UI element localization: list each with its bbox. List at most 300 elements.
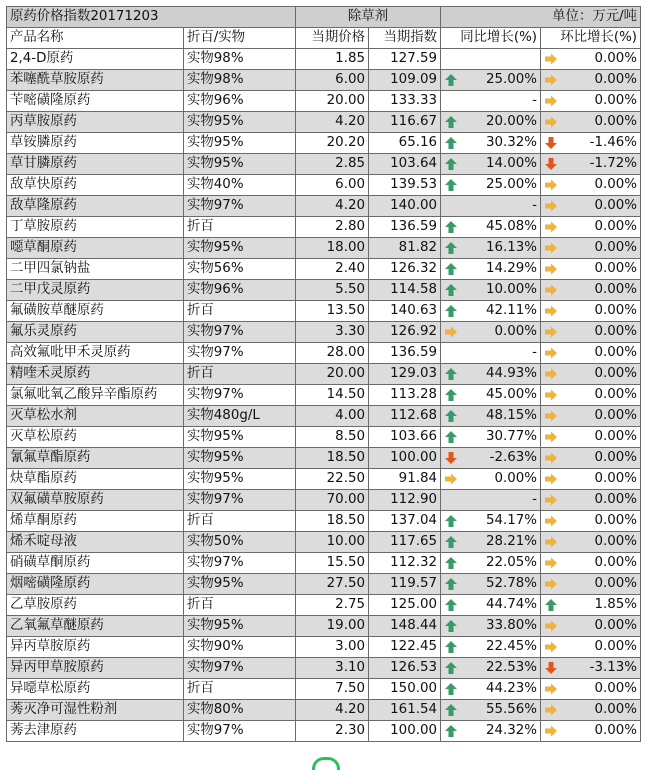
mom-change-cell <box>541 595 641 616</box>
table-row <box>7 70 641 91</box>
arrow-right-icon <box>544 472 558 486</box>
yoy-value: 33.80% <box>485 618 538 633</box>
mom-value: 0.00% <box>594 723 638 738</box>
index-cell: 112.68 <box>369 406 441 427</box>
product-name-cell: 精喹禾灵原药 <box>7 364 184 385</box>
arrow-right-icon <box>544 346 558 360</box>
basis-cell: 实物95% <box>184 448 296 469</box>
index-cell: 113.28 <box>369 385 441 406</box>
price-cell: 2.80 <box>296 217 369 238</box>
table-row <box>7 112 641 133</box>
basis-cell: 实物97% <box>184 658 296 679</box>
yoy-change-cell <box>441 280 541 301</box>
yoy-value: 28.21% <box>485 534 538 549</box>
price-cell: 3.10 <box>296 658 369 679</box>
arrow-up-icon <box>444 220 458 234</box>
price-cell: 6.00 <box>296 70 369 91</box>
index-cell: 117.65 <box>369 532 441 553</box>
yoy-value: 48.15% <box>485 408 538 423</box>
table-row <box>7 238 641 259</box>
yoy-value: 42.11% <box>485 303 538 318</box>
basis-cell: 实物97% <box>184 196 296 217</box>
product-name-cell: 高效氟吡甲禾灵原药 <box>7 343 184 364</box>
price-cell: 2.75 <box>296 595 369 616</box>
yoy-value: 0.00% <box>494 324 538 339</box>
mom-value: 0.00% <box>594 261 638 276</box>
table-row <box>7 385 641 406</box>
product-name-cell: 苄嘧磺隆原药 <box>7 91 184 112</box>
mom-change-cell <box>541 616 641 637</box>
mom-value: 0.00% <box>594 93 638 108</box>
yoy-change-cell <box>441 217 541 238</box>
mom-value: 0.00% <box>594 366 638 381</box>
mom-change-cell <box>541 70 641 91</box>
yoy-value: -2.63% <box>489 450 538 465</box>
basis-cell: 实物95% <box>184 154 296 175</box>
arrow-right-icon <box>544 703 558 717</box>
basis-cell: 实物97% <box>184 385 296 406</box>
arrow-up-icon <box>444 577 458 591</box>
yoy-value: 14.00% <box>485 156 538 171</box>
arrow-up-icon <box>444 115 458 129</box>
arrow-right-icon <box>544 283 558 297</box>
arrow-up-icon <box>444 514 458 528</box>
yoy-change-cell <box>441 574 541 595</box>
mom-change-cell <box>541 322 641 343</box>
mom-change-cell <box>541 301 641 322</box>
table-row <box>7 658 641 679</box>
mom-change-cell <box>541 280 641 301</box>
mom-value: 0.00% <box>594 219 638 234</box>
arrow-up-icon <box>444 703 458 717</box>
table-row <box>7 637 641 658</box>
arrow-up-icon <box>444 661 458 675</box>
arrow-right-icon <box>544 220 558 234</box>
index-cell: 119.57 <box>369 574 441 595</box>
arrow-right-icon <box>544 52 558 66</box>
basis-cell: 折百 <box>184 364 296 385</box>
index-cell: 103.66 <box>369 427 441 448</box>
mom-change-cell <box>541 637 641 658</box>
index-cell: 126.92 <box>369 322 441 343</box>
price-cell: 20.00 <box>296 91 369 112</box>
product-name-cell: 异噁草松原药 <box>7 679 184 700</box>
index-cell: 114.58 <box>369 280 441 301</box>
table-row <box>7 133 641 154</box>
table-row <box>7 406 641 427</box>
yoy-change-cell <box>441 721 541 742</box>
arrow-right-icon <box>544 199 558 213</box>
mom-value: 0.00% <box>594 534 638 549</box>
price-cell: 28.00 <box>296 343 369 364</box>
header-index: 当期指数 <box>369 28 441 49</box>
yoy-value: 20.00% <box>485 114 538 129</box>
mom-change-cell <box>541 469 641 490</box>
arrow-up-icon <box>444 73 458 87</box>
yoy-value: 22.53% <box>485 660 538 675</box>
basis-cell: 实物96% <box>184 91 296 112</box>
mom-value: 0.00% <box>594 345 638 360</box>
mom-change-cell <box>541 721 641 742</box>
mom-change-cell <box>541 448 641 469</box>
mom-value: -1.72% <box>589 156 638 171</box>
yoy-change-cell <box>441 700 541 721</box>
arrow-down-icon <box>444 451 458 465</box>
mom-change-cell <box>541 490 641 511</box>
index-cell: 150.00 <box>369 679 441 700</box>
mom-value: 0.00% <box>594 513 638 528</box>
mom-change-cell <box>541 196 641 217</box>
product-name-cell: 敌草隆原药 <box>7 196 184 217</box>
table-title-row <box>7 7 641 28</box>
table-row <box>7 511 641 532</box>
product-name-cell: 灭草松水剂 <box>7 406 184 427</box>
mom-value: 0.00% <box>594 177 638 192</box>
mom-change-cell <box>541 112 641 133</box>
index-cell: 148.44 <box>369 616 441 637</box>
mom-value: 0.00% <box>594 387 638 402</box>
index-cell: 112.90 <box>369 490 441 511</box>
basis-cell: 实物97% <box>184 553 296 574</box>
yoy-change-cell <box>441 406 541 427</box>
price-cell: 1.85 <box>296 49 369 70</box>
price-cell: 19.00 <box>296 616 369 637</box>
arrow-up-icon <box>444 388 458 402</box>
mom-value: 0.00% <box>594 450 638 465</box>
index-cell: 81.82 <box>369 238 441 259</box>
product-name-cell: 异丙甲草胺原药 <box>7 658 184 679</box>
product-name-cell: 异丙草胺原药 <box>7 637 184 658</box>
table-title: 原药价格指数20171203 <box>7 7 296 28</box>
price-cell: 18.50 <box>296 448 369 469</box>
mom-value: 0.00% <box>594 576 638 591</box>
mom-change-cell <box>541 343 641 364</box>
arrow-up-icon <box>444 640 458 654</box>
product-name-cell: 2,4-D原药 <box>7 49 184 70</box>
price-cell: 3.00 <box>296 637 369 658</box>
price-cell: 5.50 <box>296 280 369 301</box>
arrow-right-icon <box>544 94 558 108</box>
yoy-value: 22.05% <box>485 555 538 570</box>
mom-change-cell <box>541 679 641 700</box>
arrow-up-icon <box>444 262 458 276</box>
yoy-change-cell <box>441 154 541 175</box>
index-cell: 136.59 <box>369 343 441 364</box>
basis-cell: 实物95% <box>184 133 296 154</box>
mom-value: -1.46% <box>589 135 638 150</box>
price-cell: 4.00 <box>296 406 369 427</box>
mom-change-cell <box>541 133 641 154</box>
basis-cell: 实物480g/L <box>184 406 296 427</box>
product-name-cell: 草铵膦原药 <box>7 133 184 154</box>
arrow-up-icon <box>444 682 458 696</box>
table-row <box>7 700 641 721</box>
mom-value: 0.00% <box>594 492 638 507</box>
basis-cell: 实物96% <box>184 280 296 301</box>
mom-value: 0.00% <box>594 303 638 318</box>
yoy-change-cell <box>441 658 541 679</box>
arrow-right-icon <box>544 640 558 654</box>
mom-change-cell <box>541 217 641 238</box>
table-row <box>7 679 641 700</box>
arrow-up-icon <box>444 598 458 612</box>
table-row <box>7 595 641 616</box>
mom-value: 0.00% <box>594 324 638 339</box>
yoy-change-cell <box>441 91 541 112</box>
yoy-change-cell <box>441 532 541 553</box>
arrow-right-icon <box>544 451 558 465</box>
category-label: 除草剂 <box>296 7 441 28</box>
index-cell: 139.53 <box>369 175 441 196</box>
product-name-cell: 二甲戊灵原药 <box>7 280 184 301</box>
arrow-right-icon <box>544 388 558 402</box>
mom-value: 0.00% <box>594 114 638 129</box>
index-cell: 100.00 <box>369 448 441 469</box>
product-name-cell: 双氟磺草胺原药 <box>7 490 184 511</box>
price-cell: 18.00 <box>296 238 369 259</box>
arrow-right-icon <box>544 682 558 696</box>
table-row <box>7 343 641 364</box>
product-name-cell: 氟磺胺草醚原药 <box>7 301 184 322</box>
mom-value: 0.00% <box>594 681 638 696</box>
table-row <box>7 154 641 175</box>
basis-cell: 折百 <box>184 301 296 322</box>
arrow-right-icon <box>544 514 558 528</box>
index-cell: 129.03 <box>369 364 441 385</box>
yoy-change-cell <box>441 322 541 343</box>
basis-cell: 实物97% <box>184 721 296 742</box>
yoy-value: 10.00% <box>485 282 538 297</box>
yoy-change-cell <box>441 70 541 91</box>
price-cell: 3.30 <box>296 322 369 343</box>
arrow-right-icon <box>544 430 558 444</box>
yoy-change-cell <box>441 595 541 616</box>
price-cell: 22.50 <box>296 469 369 490</box>
arrow-right-icon <box>544 262 558 276</box>
price-cell: 20.00 <box>296 364 369 385</box>
table-row <box>7 301 641 322</box>
mom-change-cell <box>541 427 641 448</box>
arrow-right-icon <box>544 724 558 738</box>
yoy-value: 45.00% <box>485 387 538 402</box>
arrow-down-icon <box>544 661 558 675</box>
yoy-change-cell <box>441 238 541 259</box>
mom-value: 0.00% <box>594 702 638 717</box>
price-cell: 70.00 <box>296 490 369 511</box>
product-name-cell: 烯草酮原药 <box>7 511 184 532</box>
price-cell: 20.20 <box>296 133 369 154</box>
product-name-cell: 丙草胺原药 <box>7 112 184 133</box>
index-cell: 122.45 <box>369 637 441 658</box>
mom-value: 1.85% <box>594 597 638 612</box>
mom-change-cell <box>541 574 641 595</box>
mom-change-cell <box>541 238 641 259</box>
price-cell: 2.85 <box>296 154 369 175</box>
arrow-right-icon <box>544 535 558 549</box>
arrow-right-icon <box>544 577 558 591</box>
table-row <box>7 469 641 490</box>
table-row <box>7 364 641 385</box>
basis-cell: 实物95% <box>184 238 296 259</box>
basis-cell: 实物56% <box>184 259 296 280</box>
arrow-right-icon <box>544 241 558 255</box>
index-cell: 133.33 <box>369 91 441 112</box>
header-product-name: 产品名称 <box>7 28 184 49</box>
yoy-value: 0.00% <box>494 471 538 486</box>
arrow-right-icon <box>544 367 558 381</box>
basis-cell: 实物50% <box>184 532 296 553</box>
mom-value: 0.00% <box>594 72 638 87</box>
basis-cell: 折百 <box>184 679 296 700</box>
mom-value: 0.00% <box>594 618 638 633</box>
mom-value: 0.00% <box>594 282 638 297</box>
arrow-up-icon <box>444 409 458 423</box>
basis-cell: 实物97% <box>184 322 296 343</box>
arrow-down-icon <box>544 157 558 171</box>
basis-cell: 实物97% <box>184 490 296 511</box>
product-name-cell: 丁草胺原药 <box>7 217 184 238</box>
table-row <box>7 259 641 280</box>
header-price: 当期价格 <box>296 28 369 49</box>
yoy-value: 30.77% <box>485 429 538 444</box>
price-cell: 4.20 <box>296 196 369 217</box>
price-cell: 13.50 <box>296 301 369 322</box>
mom-change-cell <box>541 364 641 385</box>
arrow-down-icon <box>544 136 558 150</box>
yoy-change-cell <box>441 301 541 322</box>
price-cell: 18.50 <box>296 511 369 532</box>
product-name-cell: 烟嘧磺隆原药 <box>7 574 184 595</box>
price-cell: 6.00 <box>296 175 369 196</box>
table-row <box>7 91 641 112</box>
index-cell: 65.16 <box>369 133 441 154</box>
index-cell: 127.59 <box>369 49 441 70</box>
basis-cell: 实物98% <box>184 70 296 91</box>
product-name-cell: 莠去津原药 <box>7 721 184 742</box>
yoy-value: 25.00% <box>485 72 538 87</box>
index-cell: 126.32 <box>369 259 441 280</box>
basis-cell: 实物95% <box>184 112 296 133</box>
basis-cell: 折百 <box>184 595 296 616</box>
product-name-cell: 氰氟草酯原药 <box>7 448 184 469</box>
index-cell: 161.54 <box>369 700 441 721</box>
mom-change-cell <box>541 385 641 406</box>
yoy-change-cell <box>441 49 541 70</box>
mom-change-cell <box>541 658 641 679</box>
arrow-up-icon <box>544 598 558 612</box>
yoy-value: 54.17% <box>485 513 538 528</box>
basis-cell: 实物97% <box>184 343 296 364</box>
price-cell: 2.40 <box>296 259 369 280</box>
yoy-change-cell <box>441 427 541 448</box>
product-name-cell: 莠灭净可湿性粉剂 <box>7 700 184 721</box>
price-cell: 4.20 <box>296 700 369 721</box>
arrow-up-icon <box>444 304 458 318</box>
product-name-cell: 灭草松原药 <box>7 427 184 448</box>
unit-label: 单位：万元/吨 <box>441 7 641 28</box>
table-row <box>7 448 641 469</box>
mom-change-cell <box>541 700 641 721</box>
mom-value: 0.00% <box>594 429 638 444</box>
yoy-value: - <box>532 492 538 507</box>
yoy-change-cell <box>441 469 541 490</box>
header-basis: 折百/实物 <box>184 28 296 49</box>
arrow-up-icon <box>444 178 458 192</box>
yoy-value: 55.56% <box>485 702 538 717</box>
yoy-change-cell <box>441 448 541 469</box>
yoy-change-cell <box>441 490 541 511</box>
product-name-cell: 炔草酯原药 <box>7 469 184 490</box>
arrow-up-icon <box>444 430 458 444</box>
price-cell: 27.50 <box>296 574 369 595</box>
arrow-right-icon <box>544 325 558 339</box>
mom-change-cell <box>541 532 641 553</box>
product-name-cell: 氯氟吡氧乙酸异辛酯原药 <box>7 385 184 406</box>
mom-change-cell <box>541 553 641 574</box>
table-row <box>7 490 641 511</box>
index-cell: 137.04 <box>369 511 441 532</box>
arrow-right-icon <box>544 556 558 570</box>
yoy-value: 14.29% <box>485 261 538 276</box>
table-row <box>7 427 641 448</box>
yoy-change-cell <box>441 112 541 133</box>
arrow-right-icon <box>444 325 458 339</box>
price-cell: 7.50 <box>296 679 369 700</box>
yoy-change-cell <box>441 259 541 280</box>
yoy-change-cell <box>441 175 541 196</box>
table-row <box>7 49 641 70</box>
arrow-up-icon <box>444 367 458 381</box>
index-cell: 112.32 <box>369 553 441 574</box>
arrow-right-icon <box>544 493 558 507</box>
arrow-right-icon <box>444 472 458 486</box>
mom-change-cell <box>541 175 641 196</box>
index-cell: 100.00 <box>369 721 441 742</box>
basis-cell: 实物90% <box>184 637 296 658</box>
product-name-cell: 噁草酮原药 <box>7 238 184 259</box>
yoy-change-cell <box>441 196 541 217</box>
basis-cell: 实物95% <box>184 616 296 637</box>
mom-change-cell <box>541 91 641 112</box>
mom-value: 0.00% <box>594 639 638 654</box>
mom-change-cell <box>541 406 641 427</box>
table-row <box>7 553 641 574</box>
arrow-up-icon <box>444 724 458 738</box>
yoy-change-cell <box>441 343 541 364</box>
table-row <box>7 721 641 742</box>
yoy-value: - <box>532 198 538 213</box>
price-cell: 4.20 <box>296 112 369 133</box>
arrow-right-icon <box>544 73 558 87</box>
basis-cell: 实物98% <box>184 49 296 70</box>
basis-cell: 折百 <box>184 511 296 532</box>
mom-value: -3.13% <box>589 660 638 675</box>
yoy-value: 22.45% <box>485 639 538 654</box>
header-mom: 环比增长(%) <box>541 28 641 49</box>
yoy-value: - <box>532 345 538 360</box>
arrow-up-icon <box>444 241 458 255</box>
index-cell: 140.00 <box>369 196 441 217</box>
mom-change-cell <box>541 49 641 70</box>
arrow-right-icon <box>544 178 558 192</box>
product-name-cell: 硝磺草酮原药 <box>7 553 184 574</box>
product-name-cell: 氟乐灵原药 <box>7 322 184 343</box>
yoy-value: 44.74% <box>485 597 538 612</box>
arrow-up-icon <box>444 535 458 549</box>
index-cell: 126.53 <box>369 658 441 679</box>
product-name-cell: 二甲四氯钠盐 <box>7 259 184 280</box>
arrow-up-icon <box>444 157 458 171</box>
